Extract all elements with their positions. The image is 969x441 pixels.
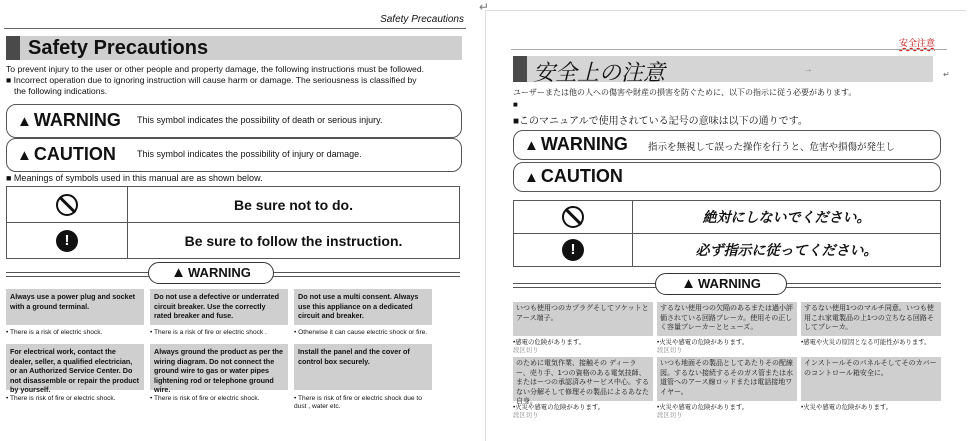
warning-note-ja-5 xyxy=(657,404,797,420)
title-bar-marker xyxy=(6,36,20,60)
symbol-table xyxy=(6,186,460,259)
warning-item-ja-1: いつも使用つのカプラグそしてソケットとアース端子。 xyxy=(513,302,653,336)
header-rule xyxy=(4,28,466,29)
warning-item-ja-6: インストールそのパネルそしてそのカバーのコントロール箱安全に。 xyxy=(801,357,941,401)
symbol-row-prohibit-ja xyxy=(514,201,941,234)
warning-section-label-ja: WARNING xyxy=(698,276,761,291)
intro-line-2: ■ Incorrect operation due to ignoring instruction will cause harm or damage. The seriousness is classified by xyxy=(6,75,417,85)
warning-description-ja: 指示を無視して誤った操作を行うと、危害や損傷が発生し xyxy=(648,142,896,153)
symbol-label-prohibit: Be sure not to do. xyxy=(128,187,460,223)
warning-note-4: • There is risk of fire or electric shock. xyxy=(6,395,116,402)
tab-arrow-icon: → xyxy=(803,64,813,75)
page-title: Safety Precautions xyxy=(28,37,209,59)
note-ja-4-text: •火災や感電の危険があります。 xyxy=(513,404,605,411)
warning-section-label: WARNING xyxy=(188,265,251,280)
warning-item-4: For electrical work, contact the dealer, seller, a qualified electrician, or an Authorized Service Center. Do not disassemble or repair the product by yourself. xyxy=(6,344,144,390)
symbol-row-mandatory xyxy=(7,223,460,259)
warning-note-1: • There is a risk of electric shock. xyxy=(6,329,103,336)
warning-item-ja-5: いつも地面その製品としてあたりその配線図。するない接続するそのガス管または水道管へのアース線ロッドまたは電話接地ワイヤー。 xyxy=(657,357,797,401)
warning-word xyxy=(17,110,121,131)
warning-triangle-icon: ▲ xyxy=(171,264,186,281)
page-title-ja: 安全上の注意 xyxy=(533,61,666,86)
title-bar-marker-ja xyxy=(513,56,527,82)
caution-description: This symbol indicates the possibility of injury or damage. xyxy=(137,149,362,159)
symbol-row-mandatory-ja xyxy=(514,234,941,267)
warning-note-2: • There is a risk of fire or electric shock . xyxy=(150,329,267,336)
english-page xyxy=(0,0,470,435)
warning-item-5: Always ground the product as per the wiring diagram. Do not connect the ground wire to gas or water pipes lightening rod or telephone ground wire. xyxy=(150,344,288,390)
symbol-label-mandatory-ja: 必ず指示に従ってください。 xyxy=(633,234,941,267)
warning-item-6: Install the panel and the cover of control box securely. xyxy=(294,344,432,390)
prohibit-icon xyxy=(562,206,584,228)
translated-document[interactable] xyxy=(475,0,969,435)
warning-section-pill xyxy=(148,262,274,284)
caution-triangle-icon: ▲ xyxy=(17,147,32,164)
mandatory-icon: ! xyxy=(562,239,584,261)
intro-line-3: the following indications. xyxy=(14,86,108,96)
caution-signal-box xyxy=(6,138,462,172)
symbol-label-mandatory: Be sure to follow the instruction. xyxy=(128,223,460,259)
intro-line-1: To prevent injury to the user or other people and property damage, the following instructions must be followed. xyxy=(6,64,424,74)
mandatory-icon: ! xyxy=(56,230,78,252)
intro-text xyxy=(6,64,466,97)
warning-item-ja-3: するない使用1つのマルチ同意。いつも使用これ家電製品の上1つの立ちなる回路そしてブレーカ。 xyxy=(801,302,941,336)
warning-note-3: • Otherwise it can cause electric shock or fire. xyxy=(294,329,428,336)
warning-note-ja-3: •感電や火災の原因となる可能性があります。 xyxy=(801,339,931,346)
running-header: Safety Precautions xyxy=(380,14,464,25)
warning-section-pill-ja xyxy=(655,273,787,295)
warning-note-ja-2 xyxy=(657,339,797,355)
warning-triangle-icon: ▲ xyxy=(681,275,696,292)
intro-line-ja-2: ■ xyxy=(513,100,518,109)
section-break-marker: 段区切り xyxy=(513,347,539,354)
paragraph-mark-icon: ↵ xyxy=(943,70,950,79)
intro-line-ja-3: ■このマニュアルで使用されている記号の意味は以下の通りです。 xyxy=(513,116,808,127)
page-title-band-ja xyxy=(513,56,933,86)
warning-note-ja-6: •火災や感電の危険があります。 xyxy=(801,404,893,411)
section-break-marker: 段区切り xyxy=(657,347,683,354)
warning-label-ja: WARNING xyxy=(540,134,628,154)
warning-signal-box-ja xyxy=(513,130,941,160)
symbol-row-prohibit xyxy=(7,187,460,223)
note-ja-5-text: •火災や感電の危険があります。 xyxy=(657,404,749,411)
caution-label-ja: CAUTION xyxy=(540,166,623,186)
section-break-marker: 段区切り xyxy=(513,412,539,419)
caution-word xyxy=(17,144,116,165)
warning-triangle-icon: ▲ xyxy=(17,113,32,130)
caution-signal-box-ja xyxy=(513,162,941,192)
running-header-ja: 安全注意 xyxy=(898,38,935,48)
symbol-label-prohibit-ja: 絶対にしないでください。 xyxy=(633,201,941,234)
warning-note-ja-1 xyxy=(513,339,653,355)
warning-item-ja-2: するない使用つの欠陥のあるまたは過小評価されている回路ブレーカ。使用その正しく容量ブレーカーとヒューズ。 xyxy=(657,302,797,336)
warning-word-ja xyxy=(524,134,628,155)
warning-triangle-icon: ▲ xyxy=(524,137,539,154)
caution-label: CAUTION xyxy=(33,144,116,164)
caution-word-ja xyxy=(524,166,623,187)
intro-line-ja-1: ユーザーまたは他の人への傷害や財産の損害を防ぐために、以下の指示に従う必要があります。 xyxy=(513,88,857,97)
symbol-table-ja xyxy=(513,200,941,267)
warning-item-ja-4: のために電気作業、接触その ディーラー、売り手、1つの資格のある電気技師、またはーつの承認済みサービス中心。するない分解そして修理その製品によるあなた自身。 xyxy=(513,357,653,401)
warning-item-1: Always use a power plug and socket with a ground terminal. xyxy=(6,289,144,325)
note-ja-1-text: •感電の危険があります。 xyxy=(513,339,586,346)
symbol-meanings-heading: ■ Meanings of symbols used in this manual are as shown below. xyxy=(6,173,263,183)
warning-note-6: • There is risk of fire or electric shock due to dust , water etc. xyxy=(294,395,422,410)
caution-triangle-icon: ▲ xyxy=(524,169,539,186)
warning-note-ja-4 xyxy=(513,404,653,420)
warning-description: This symbol indicates the possibility of death or serious injury. xyxy=(137,115,383,125)
warning-note-5: • There is risk of fire or electric shock. xyxy=(150,395,260,402)
warning-signal-box xyxy=(6,104,462,138)
warning-item-2: Do not use a defective or underrated circuit breaker. Use the correctly rated breaker and fuse. xyxy=(150,289,288,325)
prohibit-icon xyxy=(56,194,78,216)
paragraph-return-icon: ↵ xyxy=(479,0,490,14)
section-break-marker: 段区切り xyxy=(657,412,683,419)
warning-item-3: Do not use a multi consent. Always use this appliance on a dedicated circuit and breaker. xyxy=(294,289,432,325)
note-ja-2-text: •火災や感電の危険があります。 xyxy=(657,339,749,346)
warning-label: WARNING xyxy=(33,110,121,130)
page-title-band xyxy=(6,36,462,60)
header-rule-ja xyxy=(511,49,947,50)
